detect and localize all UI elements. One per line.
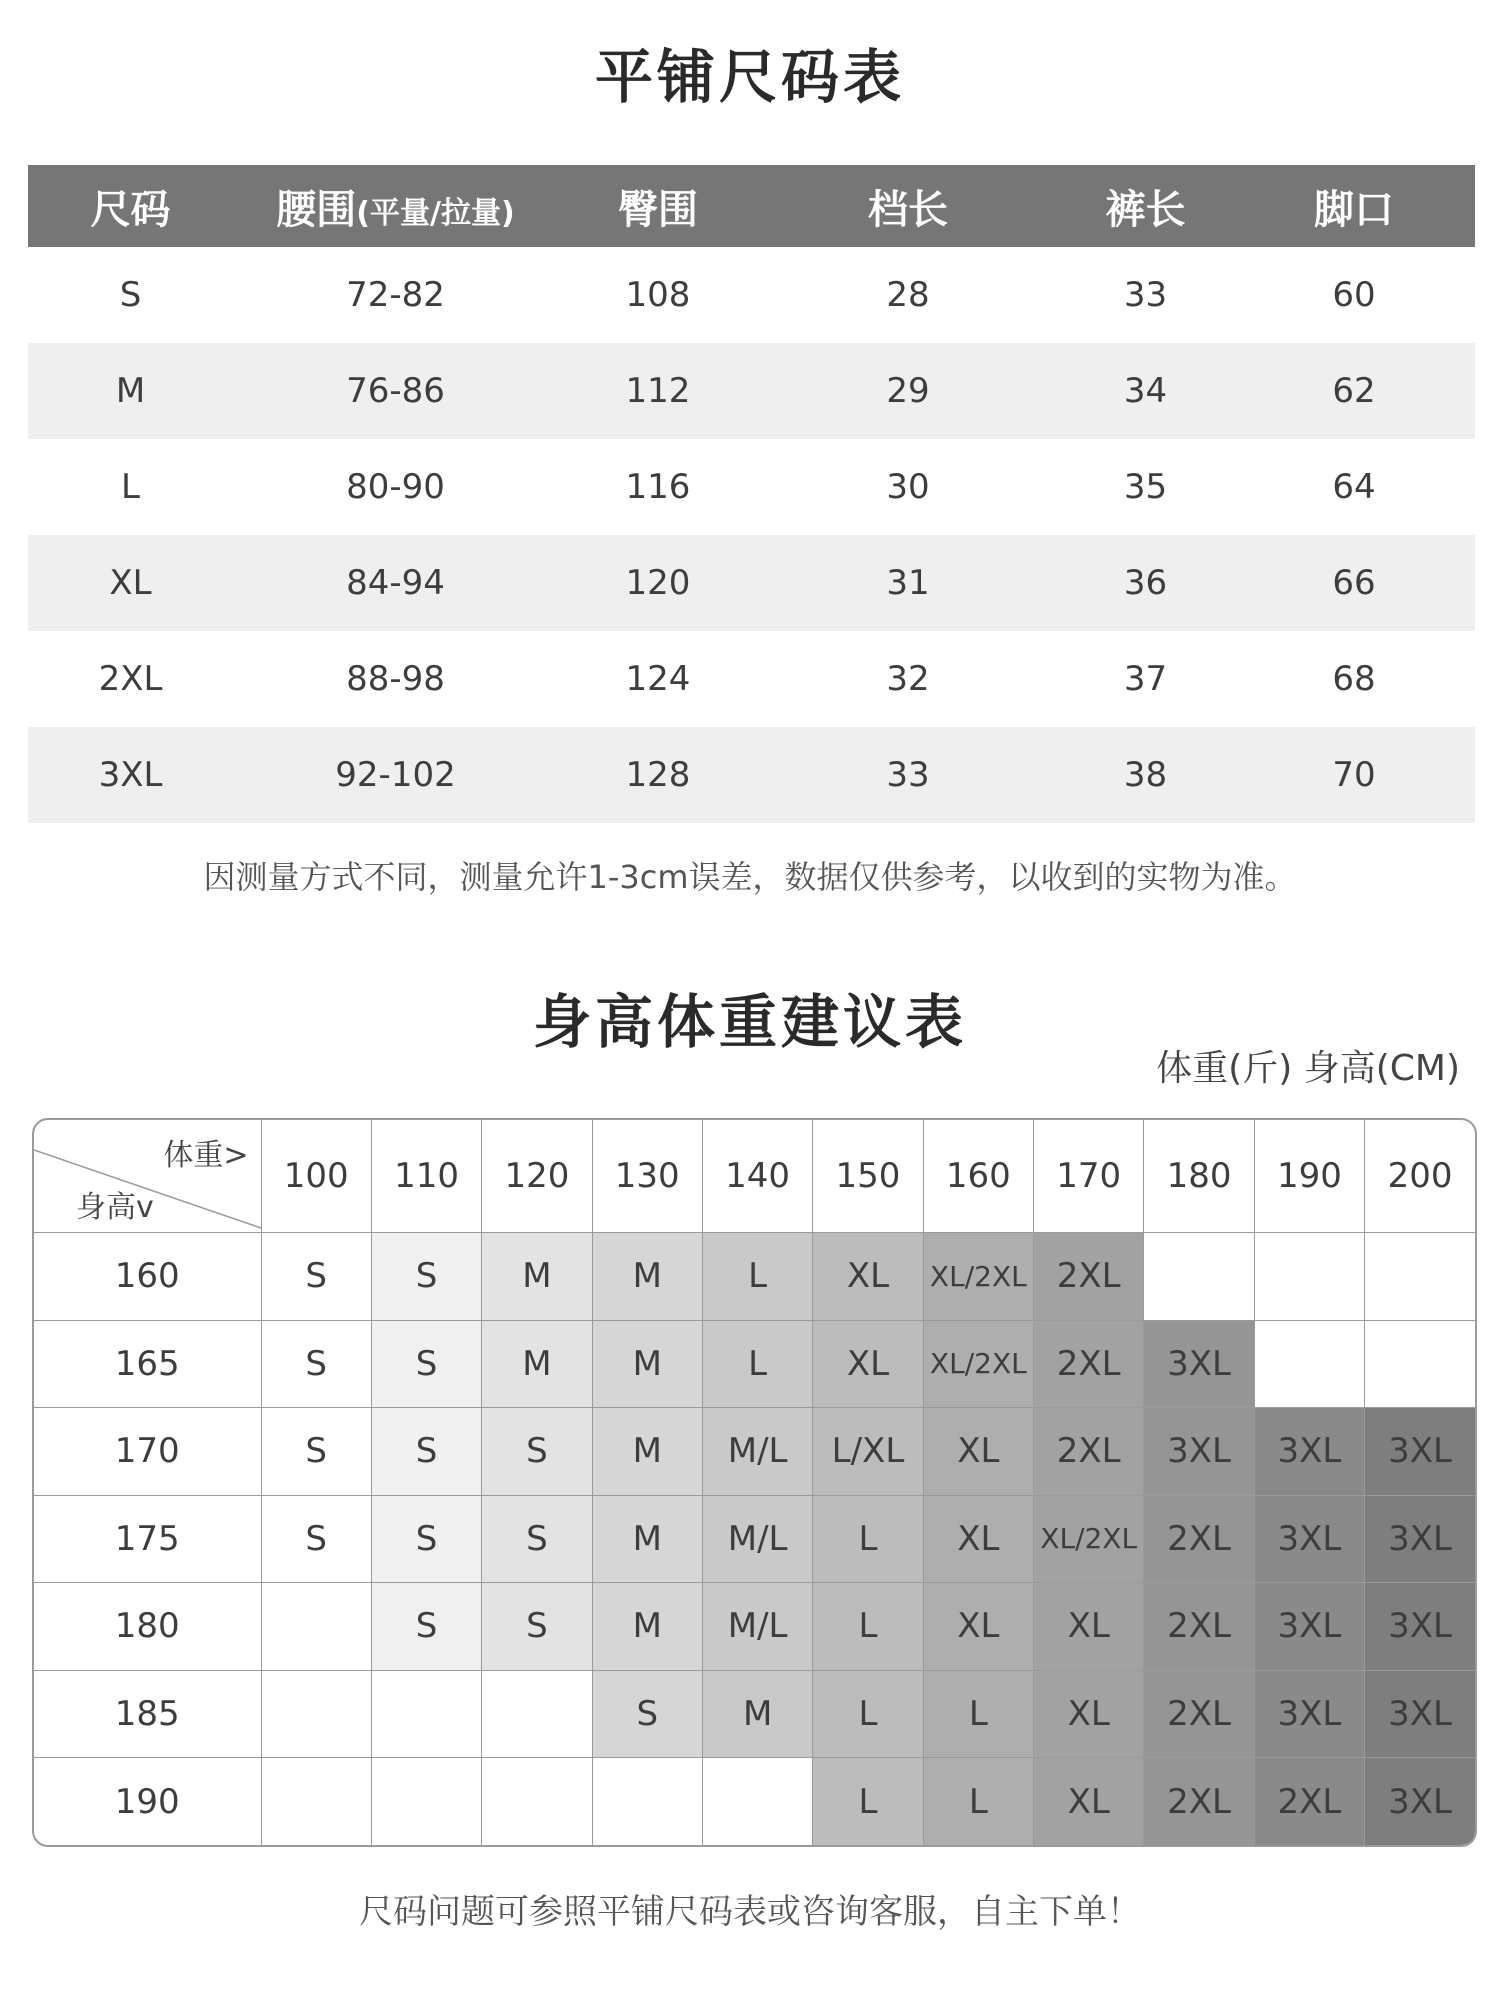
- recommend-cell: M: [482, 1233, 592, 1320]
- size-cell: 76-86: [346, 371, 445, 411]
- recommend-cell: S: [371, 1233, 481, 1320]
- recommend-row: [34, 1495, 1475, 1582]
- recommend-cell: XL: [923, 1495, 1033, 1582]
- height-header: 160: [34, 1233, 261, 1320]
- size-cell: 29: [886, 371, 930, 411]
- size-cell: 92-102: [335, 755, 456, 795]
- recommend-row: [34, 1670, 1475, 1757]
- recommend-cell: S: [371, 1408, 481, 1495]
- size-cell: 30: [886, 467, 930, 507]
- size-row: [28, 343, 1475, 439]
- recommend-cell: 2XL: [1254, 1758, 1364, 1845]
- recommend-cell: [261, 1583, 371, 1670]
- size-cell: 66: [1332, 563, 1376, 603]
- recommend-cell: [1254, 1233, 1364, 1320]
- recommend-cell: L: [702, 1233, 812, 1320]
- size-table-header: [28, 165, 1475, 247]
- recommend-cell: S: [371, 1583, 481, 1670]
- header-length: 裤长: [1105, 186, 1186, 233]
- size-cell: XL: [109, 563, 152, 603]
- size-table-title: 平铺尺码表: [594, 43, 905, 111]
- recommend-cell: S: [261, 1233, 371, 1320]
- size-cell: 68: [1332, 659, 1376, 699]
- corner-height-label: 身高v: [76, 1190, 154, 1226]
- size-row: [28, 727, 1475, 823]
- recommend-cell: L: [702, 1320, 812, 1407]
- size-row: [28, 439, 1475, 535]
- size-cell: 28: [886, 275, 930, 315]
- recommend-cell: 2XL: [1144, 1670, 1254, 1757]
- recommend-cell: [1144, 1233, 1254, 1320]
- recommend-cell: [261, 1758, 371, 1845]
- size-cell: 35: [1123, 467, 1168, 507]
- size-table-note: 因测量方式不同，测量允许1-3cm误差，数据仅供参考，以收到的实物为准。: [203, 858, 1297, 896]
- recommend-cell: S: [482, 1495, 592, 1582]
- recommend-cell: 3XL: [1254, 1495, 1364, 1582]
- recommend-cell: M/L: [702, 1495, 812, 1582]
- recommend-cell: XL: [1034, 1583, 1144, 1670]
- recommend-cell: XL: [1034, 1670, 1144, 1757]
- recommend-cell: S: [592, 1670, 702, 1757]
- recommend-title: 身高体重建议表: [532, 988, 967, 1056]
- recommend-table: [32, 1118, 1477, 1847]
- weight-header: 200: [1365, 1120, 1475, 1233]
- recommend-cell: M/L: [702, 1583, 812, 1670]
- recommend-cell: M: [592, 1495, 702, 1582]
- size-cell: 62: [1332, 371, 1376, 411]
- size-cell: 60: [1332, 275, 1376, 315]
- recommend-cell: L: [813, 1495, 923, 1582]
- weight-header: 170: [1034, 1120, 1144, 1233]
- recommend-cell: M: [592, 1320, 702, 1407]
- recommend-cell: XL: [1034, 1758, 1144, 1845]
- recommend-cell: 2XL: [1144, 1583, 1254, 1670]
- weight-header: 150: [813, 1120, 923, 1233]
- height-header: 165: [34, 1320, 261, 1407]
- recommend-cell: 3XL: [1365, 1495, 1475, 1582]
- weight-header: 130: [592, 1120, 702, 1233]
- recommend-cell: [702, 1758, 812, 1845]
- recommend-cell: 3XL: [1144, 1408, 1254, 1495]
- recommend-cell: 3XL: [1365, 1583, 1475, 1670]
- size-cell: 38: [1123, 755, 1168, 795]
- size-cell: 88-98: [346, 659, 445, 699]
- recommend-cell: L: [923, 1670, 1033, 1757]
- size-cell: 64: [1332, 467, 1376, 507]
- corner-weight-label: 体重>: [163, 1138, 249, 1173]
- weight-header: 190: [1254, 1120, 1364, 1233]
- size-cell: 70: [1332, 755, 1376, 795]
- recommend-cell: 2XL: [1034, 1233, 1144, 1320]
- size-cell: 2XL: [98, 659, 163, 699]
- height-header: 190: [34, 1758, 261, 1845]
- recommend-cell: 3XL: [1144, 1320, 1254, 1407]
- recommend-cell: [1365, 1233, 1475, 1320]
- weight-header: 110: [371, 1120, 481, 1233]
- size-cell: 72-82: [346, 275, 445, 315]
- size-cell: 3XL: [98, 755, 163, 795]
- recommend-cell: L: [923, 1758, 1033, 1845]
- recommend-cell: S: [371, 1495, 481, 1582]
- size-cell: 80-90: [346, 467, 445, 507]
- header-rise: 档长: [868, 186, 948, 233]
- recommend-cell: S: [482, 1583, 592, 1670]
- size-cell: 124: [625, 659, 691, 699]
- recommend-cell: 2XL: [1144, 1758, 1254, 1845]
- recommend-cell: 3XL: [1365, 1408, 1475, 1495]
- height-header: 185: [34, 1670, 261, 1757]
- header-waist-sub: (平量/拉量): [356, 195, 515, 231]
- size-row: [28, 247, 1475, 343]
- size-table: [28, 165, 1475, 823]
- recommend-row: [34, 1583, 1475, 1670]
- weight-header: 180: [1144, 1120, 1254, 1233]
- size-cell: 108: [625, 275, 691, 315]
- height-header: 175: [34, 1495, 261, 1582]
- recommend-cell: M: [592, 1233, 702, 1320]
- recommend-cell: XL/2XL: [923, 1320, 1033, 1407]
- recommend-cell: [482, 1758, 592, 1845]
- size-cell: 84-94: [346, 563, 445, 603]
- size-cell: 36: [1123, 563, 1168, 603]
- size-cell: 31: [886, 563, 930, 603]
- weight-header: 100: [261, 1120, 371, 1233]
- recommend-cell: S: [371, 1320, 481, 1407]
- recommend-cell: [261, 1670, 371, 1757]
- recommend-cell: 2XL: [1034, 1320, 1144, 1407]
- header-waist-label: 腰围: [276, 186, 357, 233]
- recommend-cell: 3XL: [1254, 1408, 1364, 1495]
- size-cell: M: [115, 371, 146, 411]
- recommend-cell: L: [813, 1670, 923, 1757]
- recommend-cell: L/XL: [813, 1408, 923, 1495]
- recommend-cell: [371, 1758, 481, 1845]
- recommend-cell: S: [482, 1408, 592, 1495]
- recommend-cell: M/L: [702, 1408, 812, 1495]
- size-cell: 116: [625, 467, 691, 507]
- recommend-cell: S: [261, 1495, 371, 1582]
- recommend-cell: 3XL: [1365, 1670, 1475, 1757]
- recommend-cell: M: [592, 1583, 702, 1670]
- height-header: 170: [34, 1408, 261, 1495]
- recommend-row: [34, 1758, 1475, 1845]
- recommend-row: [34, 1320, 1475, 1407]
- size-cell: 34: [1123, 371, 1168, 411]
- size-cell: 37: [1123, 659, 1168, 699]
- recommend-cell: XL: [813, 1233, 923, 1320]
- recommend-cell: M: [482, 1320, 592, 1407]
- size-cell: 120: [625, 563, 691, 603]
- recommend-cell: 2XL: [1034, 1408, 1144, 1495]
- size-cell: 33: [886, 755, 930, 795]
- recommend-cell: 3XL: [1365, 1758, 1475, 1845]
- recommend-cell: XL/2XL: [923, 1233, 1033, 1320]
- recommend-cell: [592, 1758, 702, 1845]
- recommend-row: [34, 1233, 1475, 1320]
- recommend-cell: [1254, 1320, 1364, 1407]
- recommend-row: [34, 1408, 1475, 1495]
- header-hip: 臀围: [618, 186, 698, 233]
- size-cell: S: [119, 275, 142, 315]
- recommend-cell: 2XL: [1144, 1495, 1254, 1582]
- recommend-cell: XL/2XL: [1034, 1495, 1144, 1582]
- header-size: 尺码: [90, 186, 171, 233]
- recommend-cell: [482, 1670, 592, 1757]
- recommend-cell: XL: [923, 1408, 1033, 1495]
- header-leg-opening: 脚口: [1314, 186, 1394, 233]
- size-cell: 32: [886, 659, 930, 699]
- size-cell: L: [121, 467, 140, 507]
- weight-header: 160: [923, 1120, 1033, 1233]
- recommend-cell: [1365, 1320, 1475, 1407]
- recommend-cell: S: [261, 1320, 371, 1407]
- header-waist: [233, 178, 558, 235]
- recommend-cell: XL: [923, 1583, 1033, 1670]
- size-row: [28, 535, 1475, 631]
- recommend-cell: 3XL: [1254, 1583, 1364, 1670]
- recommend-cell: 3XL: [1254, 1670, 1364, 1757]
- recommend-note: 尺码问题可参照平铺尺码表或咨询客服，自主下单！: [359, 1892, 1141, 1932]
- weight-header: 120: [482, 1120, 592, 1233]
- recommend-cell: [371, 1670, 481, 1757]
- size-cell: 128: [625, 755, 691, 795]
- size-cell: 112: [625, 371, 691, 411]
- weight-header: 140: [702, 1120, 812, 1233]
- unit-note: 体重(斤) 身高(CM): [1156, 1048, 1460, 1089]
- size-row: [28, 631, 1475, 727]
- recommend-cell: L: [813, 1583, 923, 1670]
- recommend-cell: S: [261, 1408, 371, 1495]
- recommend-cell: M: [592, 1408, 702, 1495]
- recommend-cell: L: [813, 1758, 923, 1845]
- recommend-cell: XL: [813, 1320, 923, 1407]
- corner-cell: [34, 1120, 261, 1233]
- height-header: 180: [34, 1583, 261, 1670]
- size-cell: 33: [1123, 275, 1168, 315]
- recommend-cell: M: [702, 1670, 812, 1757]
